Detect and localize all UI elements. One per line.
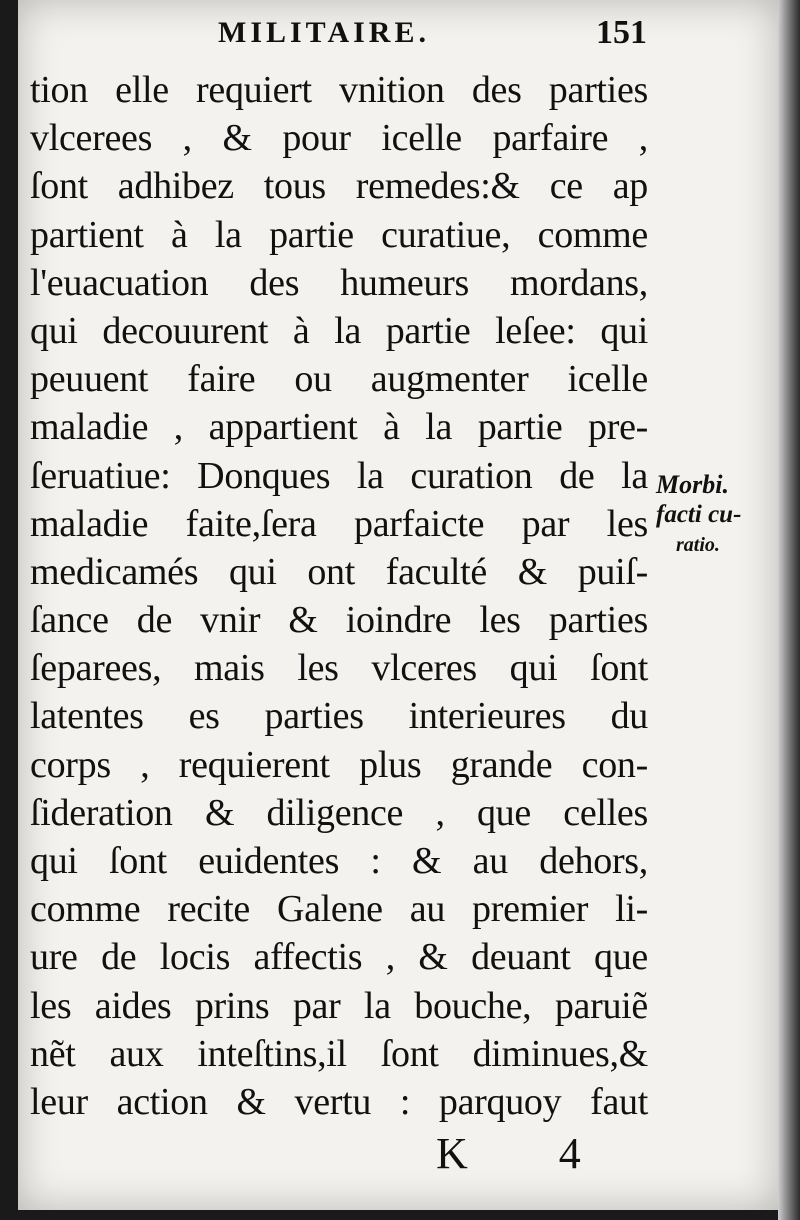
text-line: medicamés qui ont faculté & puiſ- [30,550,648,593]
page-edge [778,0,800,1220]
running-title: MILITAIRE. [218,16,430,49]
text-line: leur action & vertu : parquoy faut [30,1080,648,1123]
text-line: ſeparees, mais les vlceres qui ſont [30,647,648,690]
text-line: corps , requierent plus grande con- [30,743,648,786]
text-line: qui ſont euidentes : & au dehors, [30,840,648,882]
body-text [30,66,648,1126]
marginal-note-line: Morbi. [656,470,729,499]
marginal-note [656,470,776,560]
text-line: latentes es parties interieures du [30,695,648,738]
marginal-note-line: ratio. [676,534,720,556]
text-line: maladie faite,ſera parfaicte par les [30,502,648,545]
marginal-note-line: facti cu- [656,501,742,528]
text-line: comme recite Galene au premier li- [30,888,648,931]
text-line: qui decouurent à la partie leſee: qui [30,309,648,352]
text-line: ſont adhibez tous remedes:& ce ap [30,165,648,208]
text-line: l'euacuation des humeurs mordans, [30,261,648,304]
text-line: nẽt aux inteſtins,il ſont diminues,& [30,1032,648,1075]
text-line: vlcerees , & pour icelle parfaire , [30,117,648,160]
text-line: ſance de vnir & ioindre les parties [30,599,648,642]
signature-mark: K 4 [436,1129,621,1178]
page-header [18,14,778,54]
text-line: ſeruatiue: Donques la curation de la [30,454,648,497]
book-page [18,0,778,1210]
text-line: partient à la partie curatiue, comme [30,213,648,256]
text-line: ure de locis affectis , & deuant que [30,936,648,979]
text-line: ſideration & diligence , que celles [30,791,648,834]
text-line: les aides prins par la bouche, paruiẽ [30,984,648,1027]
text-line: tion elle requiert vnition des parties [30,69,648,111]
page-number: 151 [596,14,647,51]
text-line: maladie , appartient à la partie pre- [30,406,648,449]
text-line: peuuent faire ou augmenter icelle [30,358,648,401]
